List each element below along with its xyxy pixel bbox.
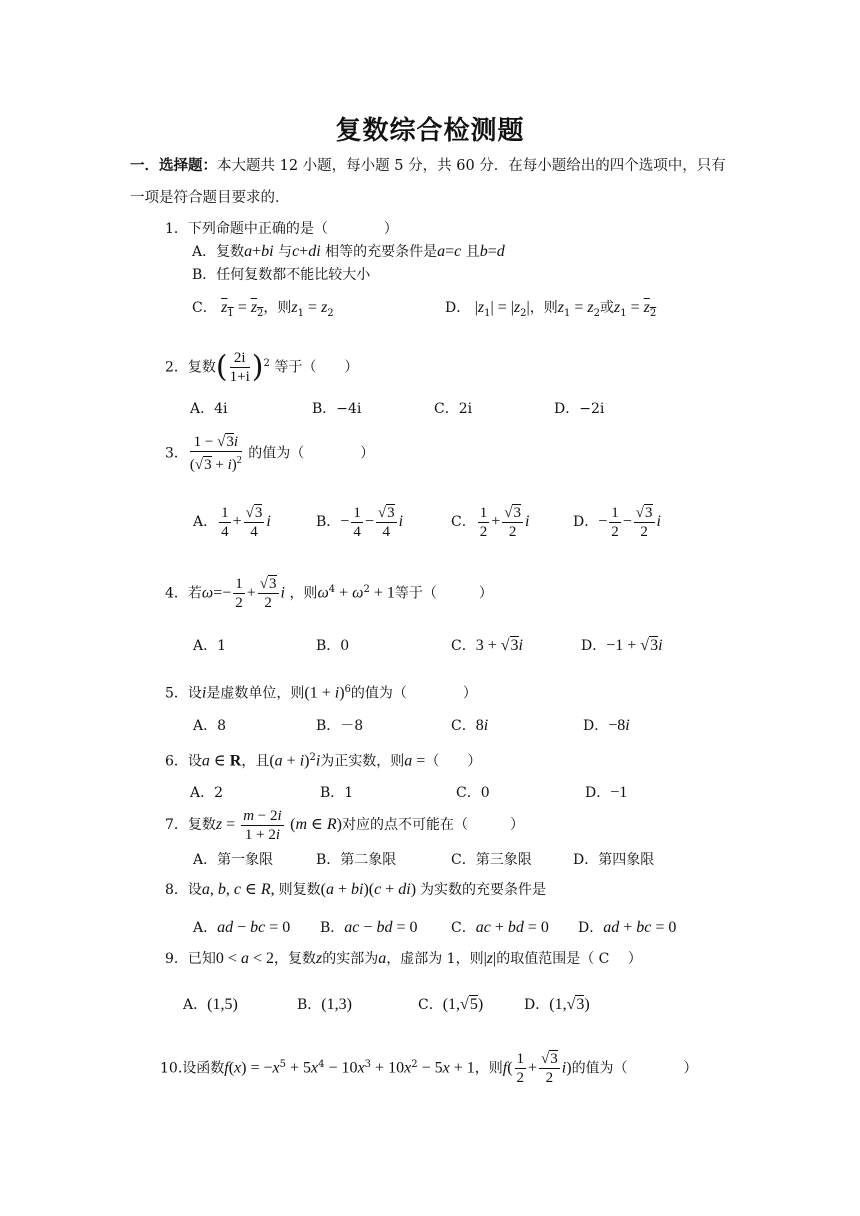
question-8-stem: 8．设a, b, c ∈ R, 则复数(a + bi)(c + di) 为实数的充要条件是	[165, 881, 547, 898]
question-2-option-d: D．−2i	[554, 401, 605, 417]
question-3-option-a: A． $\frac{1}{4}$ + $\frac{√3}{4}$ i	[193, 504, 271, 540]
question-5-option-c: C．8i	[451, 717, 489, 734]
question-5-option-b: B．－8	[316, 718, 364, 734]
question-7-stem: 7．复数z = $\frac{m - 2i}{1 + 2i}$ (m ∈ R)对应的点不可能在（ ）	[165, 807, 524, 843]
page-title: 复数综合检测题	[335, 116, 525, 146]
question-3-option-c: C． $\frac{1}{2}$ + $\frac{√3}{2}$ i	[451, 504, 530, 540]
question-1-option-b: B．任何复数都不能比较大小	[192, 267, 371, 283]
question-5-option-a: A．8	[193, 718, 227, 734]
question-7-option-d: D．第四象限	[573, 852, 655, 868]
question-9-option-c: C．(1,√5)	[418, 996, 484, 1013]
question-8-option-a: A．ad − bc = 0	[193, 919, 291, 936]
question-4-option-c: C．3 + √3i	[451, 637, 523, 654]
question-3-stem: 3． $\frac{1 - √3i}{(√3 + i)^2}$ 的值为（ ）	[165, 434, 375, 473]
section-intro-line1	[130, 156, 726, 176]
question-9-option-a: A．(1,5)	[183, 996, 238, 1013]
question-2-option-c: C．2i	[434, 401, 473, 417]
question-4-option-b: B．0	[316, 638, 350, 654]
question-6-stem: 6．设a ∈ R，且$(a + i)^2i$为正实数，则a =（ ）	[165, 752, 482, 770]
question-3-option-d: D．− $\frac{1}{2}$ − $\frac{√3}{2}$ i	[573, 504, 661, 540]
question-3-option-b: B．− $\frac{1}{4}$ − $\frac{√3}{4}$ i	[316, 504, 404, 540]
question-6-option-b: B．1	[320, 785, 354, 801]
question-7-option-c: C．第三象限	[451, 852, 532, 868]
section-intro-line2: 一项是符合题目要求的．	[130, 190, 290, 206]
question-4-stem: 4．若ω=− $\frac{1}{2}$ + $\frac{√3}{2}$ i ，则$\omega^4 + \omega^2 + 1$等于（ ）	[165, 576, 493, 612]
question-8-option-c: C．ac + bd = 0	[451, 919, 549, 936]
section-label: 一．选择题：	[130, 157, 217, 174]
question-8-option-b: B．ac − bd = 0	[320, 919, 418, 936]
question-6-option-c: C．0	[456, 785, 490, 801]
question-6-option-a: A．2	[190, 785, 224, 801]
question-2-option-a: A．4i	[190, 401, 228, 417]
question-7-option-b: B．第二象限	[316, 852, 397, 868]
question-4-option-d: D．−1 + √3i	[581, 637, 663, 654]
question-7-option-a: A．第一象限	[193, 852, 274, 868]
question-4-option-a: A．1	[193, 638, 227, 654]
question-10-stem: 10.设函数$f(x) = -x^5 + 5x^4 - 10x^3 + 10x^2 - 5x + 1$，则f( $\frac{1}{2}$ + $\frac{√3}{2}$ i)的值为（ ）	[160, 1051, 698, 1087]
question-2-stem: 2．复数( $\frac{2i}{1+i}$ )$^2$ 等于（ ）	[165, 349, 359, 386]
question-1-option-a: A．复数a+bi 与c+di 相等的充要条件是a=c 且b=d	[192, 243, 505, 260]
section-instructions: 本大题共 12 小题，每小题 5 分，共 60 分．在每小题给出的四个选项中，只有	[217, 158, 726, 174]
question-8-option-d: D．ad + bc = 0	[578, 919, 677, 936]
question-9-option-d: D．(1,√3)	[524, 996, 590, 1013]
question-9-option-b: B．(1,3)	[297, 996, 352, 1013]
question-9-stem: 9．已知0 < a < 2，复数z的实部为a，虚部为 1，则|z|的取值范围是（ C ）	[165, 950, 642, 967]
question-1-stem: 1．下列命题中正确的是（ ）	[165, 221, 398, 237]
question-5-option-d: D．−8i	[583, 717, 630, 734]
question-2-option-b: B．−4i	[312, 401, 362, 417]
question-6-option-d: D．−1	[585, 784, 628, 801]
question-1-option-c: C． $\overline{z}_1 = \overline{z}_2$，则$z_1 = z_2$	[192, 299, 334, 319]
question-1-option-d: D． $|z_1| = |z_2|$，则$z_1 = z_2$或$z_1 = \overline{z}_2$	[445, 299, 657, 319]
question-5-stem: 5．设i是虚数单位，则$(1 + i)^6$的值为（ ）	[165, 684, 477, 702]
